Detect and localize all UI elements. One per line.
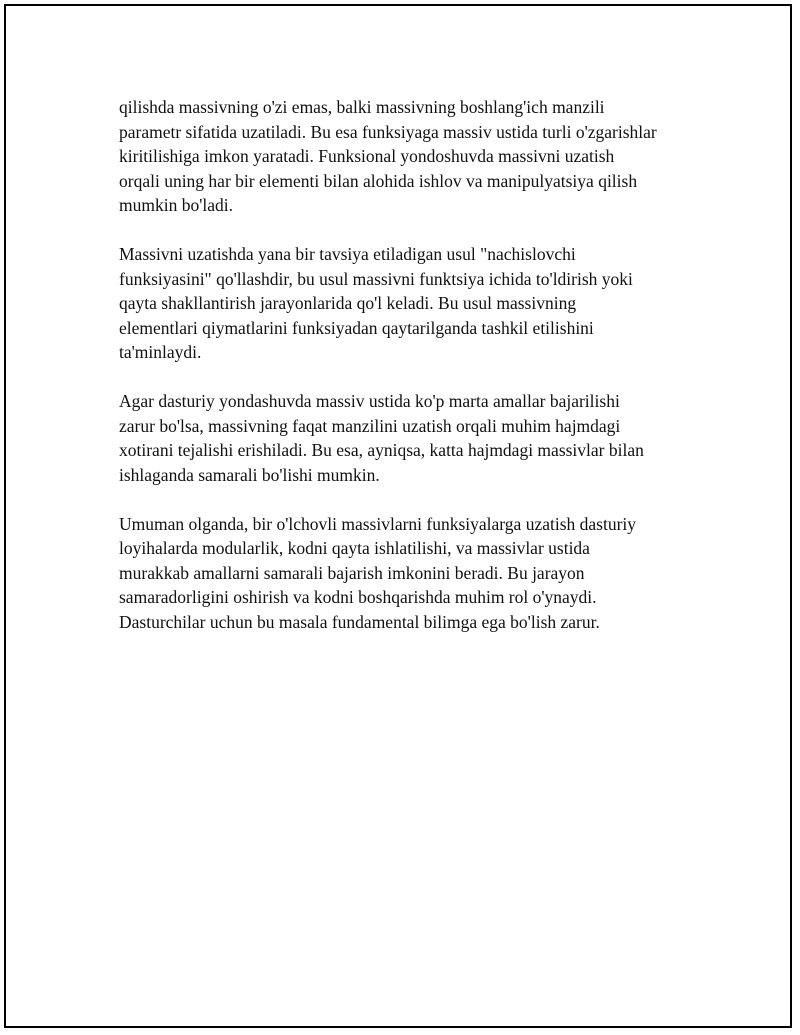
paragraph-4: Umuman olganda, bir o'lchovli massivlarni funksiyalarga uzatish dasturiy loyihalarda modularlik, kodni qayta ishlatilishi, va massivlar ustida murakkab amallarni samarali bajarish imkonini beradi. Bu jarayon samaradorligini oshirish va kodni boshqarishda muhim rol o'ynaydi. Dasturchilar uchun bu masala fundamental bilimga ega bo'lish zarur. [119,513,637,632]
document-page [4,4,792,1028]
paragraph-2: Massivni uzatishda yana bir tavsiya etiladigan usul "nachislovchi funksiyasini" qo'llashdir, bu usul massivni funktsiya ichida to'ldirish yoki qayta shakllantirish jarayonlarida qo'l keladi. Bu usul massivning elementlari qiymatlarini funksiyadan qaytarilganda tashkil etilishini ta'minlaydi. [119,244,633,362]
paragraph-3: Agar dasturiy yondashuvda massiv ustida ko'p marta amallar bajarilishi zarur bo'lsa, massivning faqat manzilini uzatish orqali muhim hajmdagi xotirani tejalishi erishiladi. Bu esa, ayniqsa, katta hajmdagi massivlar bilan ishlaganda samarali bo'lishi mumkin. [119,391,644,485]
paragraph-1: qilishda massivning o'zi emas, balki massivning boshlang'ich manzili parametr sifatida uzatiladi. Bu esa funksiyaga massiv ustida turli o'zgarishlar kiritilishiga imkon yaratadi. Funksional yondoshuvda massivni uzatish orqali uning har bir elementi bilan alohida ishlov va manipulyatsiya qilish mumkin bo'ladi. [119,97,657,215]
document-body [119,95,699,659]
